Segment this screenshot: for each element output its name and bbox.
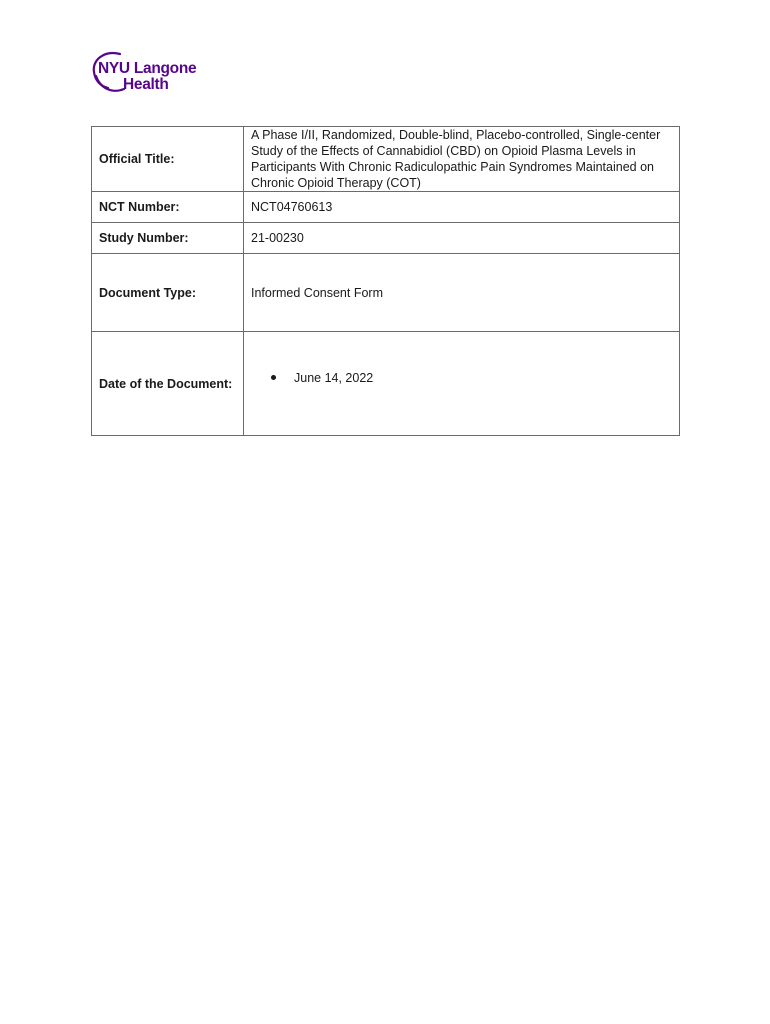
- nct-number-value: NCT04760613: [244, 192, 680, 223]
- bullet-icon: [271, 375, 276, 380]
- nyu-langone-logo: [90, 48, 200, 98]
- table-row-document-type: [92, 254, 680, 332]
- study-number-label: Study Number:: [92, 223, 244, 254]
- official-title-label: Official Title:: [92, 127, 244, 192]
- table-row-nct-number: [92, 192, 680, 223]
- study-info-table: [91, 126, 680, 436]
- list-item: [251, 370, 672, 386]
- document-date-value: June 14, 2022: [294, 370, 374, 385]
- document-date-cell: [244, 332, 680, 436]
- logo-line-1: NYU Langone: [98, 60, 197, 77]
- official-title-value: A Phase I/II, Randomized, Double-blind, Placebo-controlled, Single-center Study of the Effects of Cannabidiol (CBD) on Opioid Plasma Levels in Participants With Chronic Radiculopathic Pain Syndromes Maintained on Chronic Opioid Therapy (COT): [244, 127, 680, 192]
- table-row-document-date: [92, 332, 680, 436]
- document-type-value: Informed Consent Form: [244, 254, 680, 332]
- document-type-label: Document Type:: [92, 254, 244, 332]
- logo-line-2: Health: [123, 76, 169, 93]
- nct-number-label: NCT Number:: [92, 192, 244, 223]
- study-number-value: 21-00230: [244, 223, 680, 254]
- table-row-official-title: [92, 127, 680, 192]
- document-date-label: Date of the Document:: [92, 332, 244, 436]
- table-row-study-number: [92, 223, 680, 254]
